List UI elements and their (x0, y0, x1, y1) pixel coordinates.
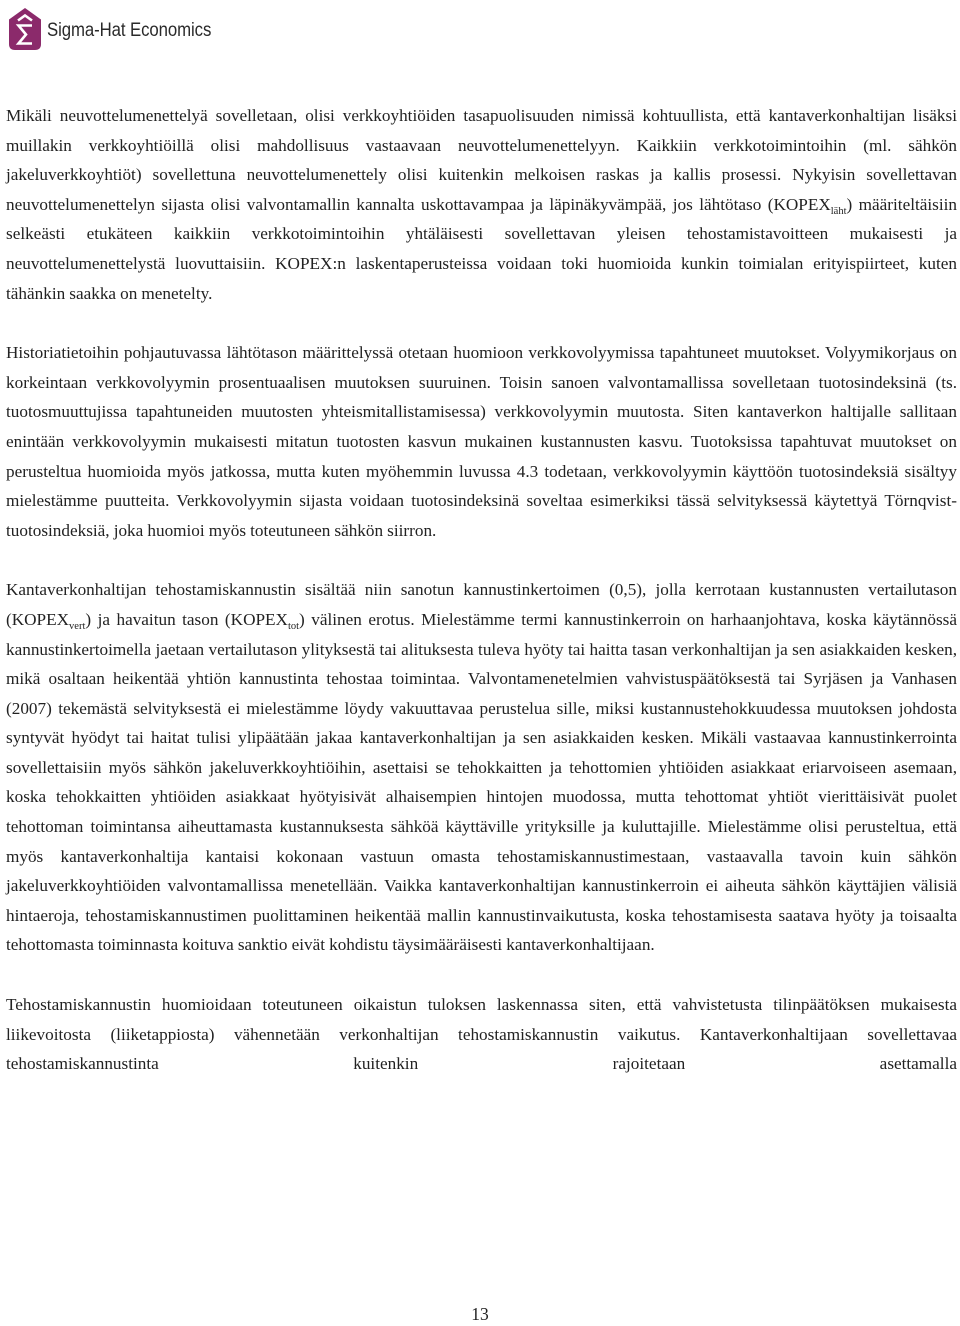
paragraph-text: ) ja havaitun tason (KOPEX (85, 609, 288, 629)
document-body (6, 101, 957, 1109)
paragraph (6, 575, 957, 960)
page-number: 13 (471, 1304, 489, 1324)
subscript: läht (830, 205, 847, 217)
paragraph (6, 101, 957, 308)
subscript: vert (69, 620, 86, 632)
paragraph-text: Kantaverkonhaltijan tehostamiskannustin sisältää niin sanotun kannustinkertoimen (0,5), jolla kerrotaan kustannusten vertailutason (KOPEX (6, 580, 957, 629)
sigma-hat-logo-icon (8, 7, 42, 51)
subscript: tot (287, 620, 300, 632)
paragraph: Tehostamiskannustin huomioidaan toteutuneen oikaistun tuloksen laskennassa siten, että vahvistetusta tilinpäätöksen mukaisesta liikevoitosta (liiketappiosta) vähennetään verkonhaltijan tehostamiskannustin vaikutus. Kantaverkonhaltijaan sovellettavaa tehostamiskannustinta kuitenkin rajoitetaan asettamalla (6, 995, 957, 1074)
page-header (8, 6, 238, 52)
paragraph: Historiatietoihin pohjautuvassa lähtötason määrittelyssä otetaan huomioon verkkovolyymissa tapahtuneet muutokset. Volyymikorjaus on korkeintaan verkkovolyymin prosentuaalisen muutoksen suuruinen. Toisin sanoen valvontamallissa sovelletaan tuotosindeksinä (ts. tuotosmuuttujissa tapahtuneiden muutosten yhteismitallistamisessa) verkkovolyymin muutosta. Siten kantaverkon haltijalle sallitaan enintään verkkovolyymin mukaisesti mitatun tuotosten kasvun mukainen kustannusten kasvu. Tuotoksissa tapahtuvat muutokset on perusteltua huomioida myös jatkossa, mutta kuten myöhemmin luvussa 4.3 todetaan, verkkovolyymin käyttöön tuotosindeksiä sisältyy mielestämme puutteita. Verkkovolyymin sijasta voidaan tuotosindeksinä soveltaa esimerkiksi tässä selvityksessä käytettyä Törnqvist-tuotosindeksiä, joka huomioi myös toteutuneen sähkön siirron. (6, 343, 957, 540)
paragraph-text: ) välinen erotus. Mielestämme termi kannustinkerroin on harhaanjohtava, koska käytännössä kannustinkertoimella jaetaan vertailutason ylityksestä tai alituksesta tuleva hyöty tai haitta tasan verkonhaltijan ja sen asiakkaiden kesken, mikä osaltaan heikentää yhtiön kannustinta tehostaa toimintaa. Valvontamenetelmien vahvistuspäätöksestä tai Syrjäsen ja Vanhasen (2007) tekemästä selvityksestä ei mielestämme löydy vakuuttavaa perustelua sille, miksi kustannustehokkuudessa muutoksen johdosta syntyvät hyödyt tai haitat tulisi ylipäätään jakaa kantaverkonhaltijan ja sen asiakkaiden kesken. Mikäli vastaavaa kannustinkerrointa sovellettaisiin myös sähkön jakeluverkkoyhtiöihin, asettaisi se tehokkaitten ja tehottomien yhtiöiden asiakkaat eriarvoiseen asemaan, koska tehokkaitten yhtiöiden asiakkaat hyötyisivät alhaisempien hintojen muodossa, mutta tehottomat yhtiöt vierittäisivät puolet tehottoman toimintansa aiheuttamasta kustannuksesta sähköä käyttäville yrityksille ja kuluttajille. Mielestämme olisi perusteltua, että myös kantaverkonhaltija kantaisi kokonaan vastuun omasta tehostamiskannustimestaan, vastaavalla tavoin kuin sähkön jakeluverkkoyhtiöiden valvontamallissa menetellään. Vaikka kantaverkonhaltijan kannustinkerroin ei aiheuta sähkön käyttäjien välisiä hintaeroja, tehostamiskannustimen puolittaminen heikentää mallin kannustinvaikutusta, koska tehostamisesta saatava hyöty ja toisaalta tehottomasta toiminnasta koituva sanktio eivät kohdistu täysimääräisesti kantaverkonhaltijaan. (6, 609, 957, 955)
paragraph-text: Mikäli neuvottelumenettelyä sovelletaan, olisi verkkoyhtiöiden tasapuolisuuden nimissä kohtuullista, että kantaverkonhaltijan lisäksi muillakin verkkoyhtiöillä olisi mahdollisuus vastaavaan neuvottelumenettelyyn. Kaikkiin verkkotoimintoihin (ml. sähkön jakeluverkkoyhtiöt) sovellettuna neuvottelumenettely olisi kuitenkin melkoisen raskas ja kallis prosessi. Nykyisin sovellettavan neuvottelumenettelyn sijasta olisi valvontamallin kannalta uskottavampaa ja läpinäkyvämpää, jos lähtötaso (KOPEX (6, 106, 957, 214)
paragraph-text: ) määriteltäisiin selkeästi etukäteen kaikkiin verkkotoimintoihin yhtäläisesti sovellettavan yleisen tehostamistavoitteen mukaisesti ja neuvottelumenettelystä luovuttaisiin. KOPEX:n laskentaperusteissa voidaan toki huomioida kunkin toimialan erityispiirteet, kuten tähänkin saakka on menetelty. (6, 194, 957, 303)
logo-text: Sigma-Hat Economics (47, 18, 212, 41)
